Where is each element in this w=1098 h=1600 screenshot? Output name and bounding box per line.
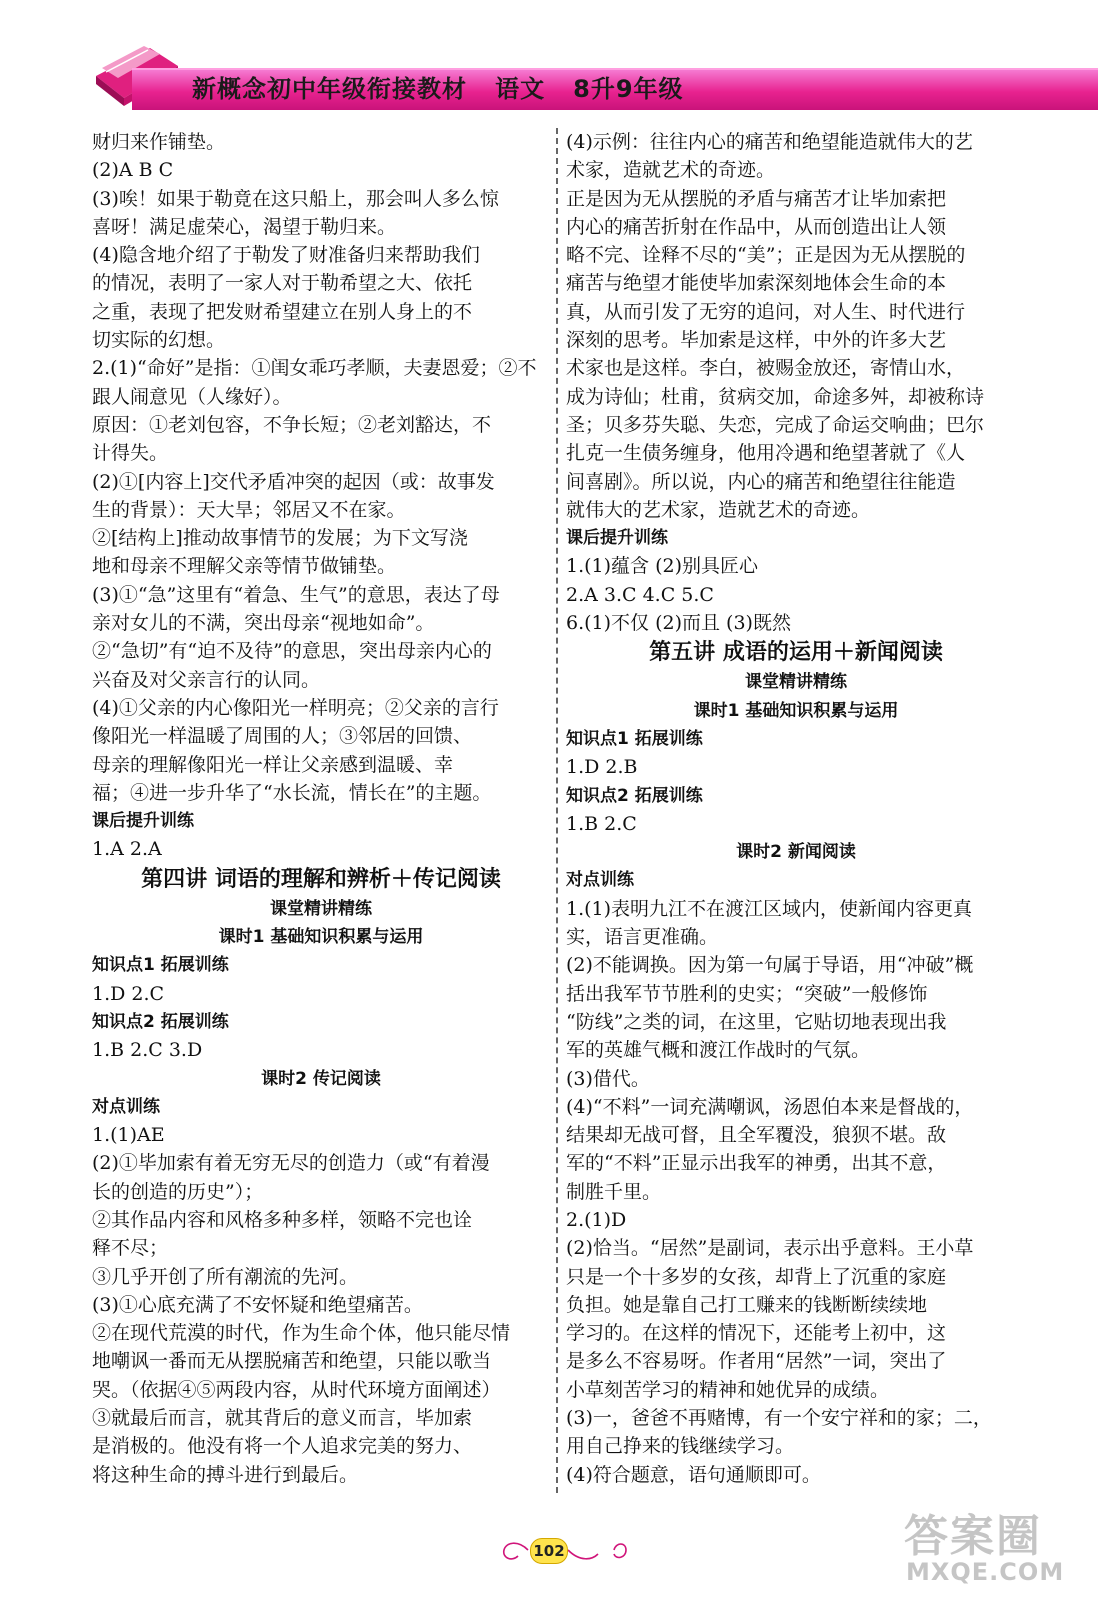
answer-line: 1.B 2.C: [566, 812, 637, 835]
answer-line: 是消极的。他没有将一个人追求完美的努力、: [92, 1435, 473, 1458]
section-heading: 第五讲 成语的运用＋新闻阅读: [649, 640, 943, 666]
answer-line: (3)唉！如果于勒竟在这只船上，那会叫人多么惊: [92, 187, 499, 210]
answer-line: ②[结构上]推动故事情节的发展；为下文写浇: [92, 527, 468, 550]
answer-line: 长的创造的历史”）；: [92, 1180, 264, 1203]
answer-line: 内心的痛苦折射在作品中，从而创造出让人领: [566, 215, 947, 238]
answer-line: (4)①父亲的内心像阳光一样明亮；②父亲的言行: [92, 696, 499, 719]
answer-line: 像阳光一样温暖了周围的人；③邻居的回馈、: [92, 725, 473, 748]
answer-line: 喜呀！满足虚荣心，渴望于勒归来。: [92, 215, 397, 238]
swirl-ornament-icon: [488, 1534, 648, 1568]
section-heading: 知识点2 拓展训练: [92, 1011, 229, 1032]
answer-line: 制胜千里。: [566, 1180, 662, 1203]
section-heading: 课时2 传记阅读: [261, 1068, 381, 1089]
answer-line: 术家，造就艺术的奇迹。: [566, 159, 776, 182]
answer-line: (4)示例：往往内心的痛苦和绝望能造就伟大的艺: [566, 131, 973, 153]
left-column: [92, 128, 550, 1489]
answer-line: 负担。她是靠自己打工赚来的钱断断续续地: [566, 1293, 928, 1316]
answer-line: 深刻的思考。毕加索是这样，中外的许多大艺: [566, 329, 947, 352]
answer-line: (3)①心底充满了不安怀疑和绝望痛苦。: [92, 1293, 423, 1316]
answer-line: “防线”之类的词，在这里，它贴切地表现出我: [566, 1010, 947, 1033]
answer-line: ③就最后而言，就其背后的意义而言，毕加索: [92, 1407, 473, 1430]
answer-line: 1.B 2.C 3.D: [92, 1039, 203, 1062]
answer-line: (4)“不料”一词充满嘲讽，汤恩伯本来是督战的，: [566, 1095, 974, 1118]
answer-line: 切实际的幻想。: [92, 329, 226, 352]
answer-line: 用自己挣来的钱继续学习。: [566, 1435, 795, 1458]
section-heading: 课时1 基础知识积累与运用: [693, 700, 899, 721]
answer-line: 军的英雄气概和渡江作战时的气氛。: [566, 1039, 871, 1062]
answer-line: 扎克一生债务缠身，他用冷遇和绝望著就了《人: [566, 442, 966, 465]
answer-line: 正是因为无从摆脱的矛盾与痛苦才让毕加索把: [566, 187, 947, 210]
section-heading: 知识点2 拓展训练: [566, 785, 703, 806]
answer-line: ②“急切”有“迫不及待”的意思，突出母亲内心的: [92, 640, 492, 663]
answer-line: (2)①毕加索有着无穷无尽的创造力（或“有着漫: [92, 1152, 490, 1175]
answer-line: 跟人闹意见（人缘好）。: [92, 385, 292, 408]
answer-line: ③几乎开创了所有潮流的先河。: [92, 1265, 359, 1288]
answer-line: 1.D 2.B: [566, 756, 638, 779]
section-heading: 课堂精讲精练: [745, 672, 847, 693]
column-divider: [556, 128, 558, 1493]
page-number: 102: [530, 1538, 568, 1564]
answer-line: 只是一个十多岁的女孩，却背上了沉重的家庭: [566, 1265, 947, 1288]
answer-line: (3)借代。: [566, 1067, 650, 1090]
section-heading: 知识点1 拓展训练: [92, 955, 229, 976]
answer-line: 福；④进一步升华了“水长流，情长在”的主题。: [92, 781, 492, 804]
answer-line: (2)①[内容上]交代矛盾冲突的起因（或：故事发: [92, 470, 495, 493]
answer-line: 哭。（依据④⑤两段内容，从时代环境方面阐述）: [92, 1378, 501, 1401]
answer-line: 的情况，表明了一家人对于勒希望之大、依托: [92, 272, 473, 295]
answer-line: 生的背景）：天大旱；邻居又不在家。: [92, 498, 406, 521]
answer-line: 将这种生命的搏斗进行到最后。: [92, 1463, 359, 1486]
answer-line: 原因：①老刘包容，不争长短；②老刘豁达，不: [92, 413, 492, 436]
answer-line: 痛苦与绝望才能使毕加索深刻地体会生命的本: [566, 272, 947, 295]
answer-line: 圣；贝多芬失聪、失恋，完成了命运交响曲；巴尔: [566, 413, 985, 436]
answer-line: (4)符合题意，语句通顺即可。: [566, 1463, 821, 1486]
answer-line: 1.(1)AE: [92, 1124, 165, 1147]
answer-line: 真，从而引发了无穷的追问，对人生、时代进行: [566, 300, 966, 323]
answer-line: 1.(1)蕴含 (2)别具匠心: [566, 555, 758, 578]
answer-line: 2.(1)D: [566, 1208, 627, 1231]
answer-line: 实，语言更准确。: [566, 926, 719, 949]
answer-line: 1.D 2.C: [92, 982, 165, 1005]
answer-line: 兴奋及对父亲言行的认同。: [92, 668, 321, 691]
answer-line: (3)①“急”这里有“着急、生气”的意思，表达了母: [92, 583, 500, 606]
answer-line: 略不完、诠释不尽的“美”；正是因为无从摆脱的: [566, 244, 966, 267]
answer-line: (2)A B C: [92, 159, 174, 182]
answer-line: 1.(1)表明九江不在渡江区域内，使新闻内容更真: [566, 897, 973, 920]
answer-line: 学习的。在这样的情况下，还能考上初中，这: [566, 1322, 947, 1345]
watermark-logo-text: 答案圈: [904, 1511, 1042, 1562]
answer-line: (4)隐含地介绍了于勒发了财准备归来帮助我们: [92, 244, 480, 267]
answer-line: 财归来作铺垫。: [92, 131, 226, 153]
section-heading: 第四讲 词语的理解和辨析＋传记阅读: [141, 866, 501, 892]
answer-line: 军的“不料”正显示出我军的神勇，出其不意，: [566, 1152, 947, 1175]
answer-line: 就伟大的艺术家，造就艺术的奇迹。: [566, 498, 871, 521]
section-heading: 课堂精讲精练: [270, 898, 372, 919]
section-heading: 对点训练: [566, 870, 634, 891]
answer-line: 之重，表现了把发财希望建立在别人身上的不: [92, 300, 473, 323]
section-heading: 课后提升训练: [92, 811, 194, 832]
right-column: [566, 128, 1026, 1489]
page-footer: [488, 1534, 648, 1568]
answer-line: (2)恰当。“居然”是副词，表示出乎意料。王小草: [566, 1237, 974, 1260]
page-header: [0, 0, 1098, 130]
answer-line: 释不尽；: [92, 1237, 169, 1260]
answer-line: (3)一，爸爸不再赌博，有一个安宁祥和的家；二，: [566, 1407, 992, 1430]
section-heading: 课时1 基础知识积累与运用: [218, 927, 424, 948]
answer-line: 地嘲讽一番而无从摆脱痛苦和绝望，只能以歌当: [92, 1350, 492, 1373]
answer-line: 地和母亲不理解父亲等情节做铺垫。: [92, 555, 397, 578]
watermark-url: MXQE.COM: [906, 1558, 1065, 1586]
answer-line: 6.(1)不仅 (2)而且 (3)既然: [566, 612, 791, 635]
answer-line: 术家也是这样。李白，被赐金放还，寄情山水，: [566, 357, 966, 380]
section-heading: 课时2 新闻阅读: [736, 842, 856, 863]
answer-line: 2.(1)“命好”是指：①闺女乖巧孝顺，夫妻恩爱；②不: [92, 357, 537, 380]
answer-line: 成为诗仙；杜甫，贫病交加，命途多舛，却被称诗: [566, 385, 985, 408]
answer-line: 2.A 3.C 4.C 5.C: [566, 583, 714, 606]
section-heading: 对点训练: [92, 1096, 160, 1117]
answer-line: 结果却无战可督，且全军覆没，狼狈不堪。敌: [566, 1124, 947, 1147]
answer-line: 亲对女儿的不满，突出母亲“视地如命”。: [92, 612, 435, 635]
answer-line: 母亲的理解像阳光一样让父亲感到温暖、幸: [92, 753, 454, 776]
answer-line: 小草刻苦学习的精神和她优异的成绩。: [566, 1378, 890, 1401]
header-title: 新概念初中年级衔接教材 语文 8升9年级: [192, 75, 684, 103]
answer-line: (2)不能调换。因为第一句属于导语，用“冲破”概: [566, 954, 974, 977]
answer-line: ②其作品内容和风格多种多样，领略不完也诠: [92, 1208, 473, 1231]
answer-line: 是多么不容易呀。作者用“居然”一词，突出了: [566, 1350, 947, 1373]
answer-line: ②在现代荒漠的时代，作为生命个体，他只能尽情: [92, 1322, 511, 1345]
section-heading: 课后提升训练: [566, 528, 668, 549]
answer-line: 1.A 2.A: [92, 838, 162, 861]
watermark: [900, 1500, 1090, 1590]
section-heading: 知识点1 拓展训练: [566, 728, 703, 749]
answer-line: 间喜剧》。所以说，内心的痛苦和绝望往往能造: [566, 470, 956, 493]
answer-line: 括出我军节节胜利的史实；“突破”一般修饰: [566, 982, 928, 1005]
answer-line: 计得失。: [92, 442, 169, 465]
